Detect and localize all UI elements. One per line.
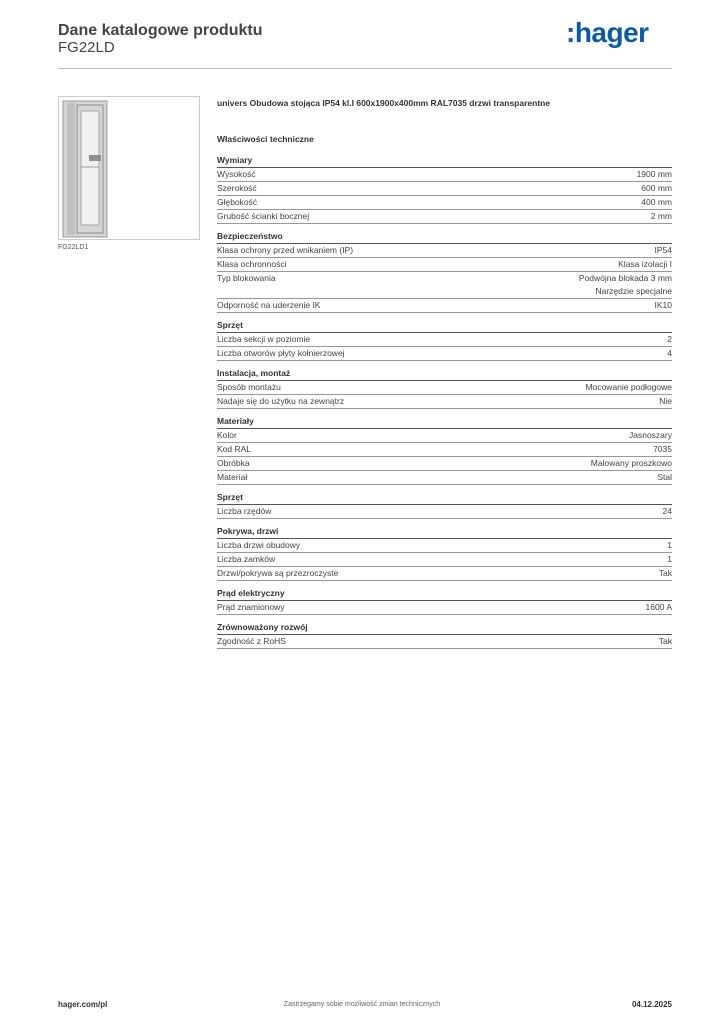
- spec-value: [618, 258, 672, 271]
- section-title: Materiały: [217, 415, 672, 429]
- spec-value-line: 600 mm: [641, 183, 672, 193]
- spec-label: Obróbka: [217, 458, 250, 468]
- spec-row: [217, 182, 672, 196]
- spec-value-line: Tak: [658, 568, 672, 578]
- spec-sections: [217, 154, 672, 649]
- spec-value-line: Jasnoszary: [629, 430, 672, 440]
- spec-value-line: Malowany proszkowo: [590, 458, 672, 468]
- spec-value: [667, 333, 672, 346]
- spec-row: [217, 505, 672, 519]
- spec-value: [591, 457, 672, 470]
- product-description: univers Obudowa stojąca IP54 kl.I 600x1900x400mm RAL7035 drzwi transparentne: [217, 98, 551, 108]
- product-image: [58, 96, 200, 240]
- section-title: Sprzęt: [217, 491, 672, 505]
- spec-value: [586, 381, 672, 394]
- spec-row: [217, 196, 672, 210]
- spec-section: [217, 367, 672, 409]
- spec-row: [217, 635, 672, 649]
- spec-label: Liczba sekcji w poziomie: [217, 334, 311, 344]
- spec-row: [217, 168, 672, 182]
- spec-value: [651, 210, 672, 223]
- spec-label: Liczba otworów płyty kołnierzowej: [217, 348, 345, 358]
- spec-row: [217, 443, 672, 457]
- spec-value: [659, 567, 672, 580]
- spec-label: Klasa ochronności: [217, 259, 287, 269]
- spec-section: [217, 525, 672, 581]
- spec-value-line: 1900 mm: [636, 169, 672, 179]
- section-title: Instalacja, montaż: [217, 367, 672, 381]
- spec-value-line: 2 mm: [650, 211, 672, 221]
- section-title: Pokrywa, drzwi: [217, 525, 672, 539]
- spec-label: Kolor: [217, 430, 237, 440]
- spec-row: [217, 244, 672, 258]
- spec-value: [641, 182, 672, 195]
- product-code: FG22LD: [58, 39, 115, 56]
- spec-row: [217, 333, 672, 347]
- spec-label: Liczba rzędów: [217, 506, 272, 516]
- section-title: Zrównoważony rozwój: [217, 621, 672, 635]
- spec-value: [579, 272, 672, 298]
- spec-label: Materiał: [217, 472, 248, 482]
- spec-row: [217, 381, 672, 395]
- spec-value: [659, 395, 672, 408]
- spec-row: [217, 395, 672, 409]
- section-title: Sprzęt: [217, 319, 672, 333]
- spec-value: [667, 539, 672, 552]
- spec-value: [629, 429, 672, 442]
- logo-dots-icon: :: [566, 17, 575, 48]
- spec-value: [657, 471, 672, 484]
- spec-row: [217, 429, 672, 443]
- spec-row: [217, 567, 672, 581]
- spec-label: Sposób montażu: [217, 382, 281, 392]
- spec-section: [217, 154, 672, 224]
- spec-value-line: Narzędzie specjalne: [595, 286, 672, 296]
- logo-text: hager: [574, 17, 649, 48]
- spec-content: [217, 96, 672, 655]
- image-caption: FG22LD1: [58, 244, 89, 251]
- spec-value-line: 1: [667, 540, 672, 550]
- section-title: Wymiary: [217, 154, 672, 168]
- spec-value: [641, 196, 672, 209]
- spec-value-line: Mocowanie podłogowe: [585, 382, 672, 392]
- spec-value-line: IP54: [654, 245, 672, 255]
- spec-value-line: Nie: [659, 396, 672, 406]
- spec-value: [655, 244, 673, 257]
- spec-label: Zgodność z RoHS: [217, 636, 286, 646]
- spec-label: Typ blokowania: [217, 273, 276, 283]
- spec-value-line: 1: [667, 554, 672, 564]
- section-title: Prąd elektryczny: [217, 587, 672, 601]
- spec-section: [217, 491, 672, 519]
- spec-label: Kod RAL: [217, 444, 252, 454]
- spec-row: [217, 272, 672, 299]
- spec-label: Odporność na uderzenie IK: [217, 300, 321, 310]
- spec-value: [637, 168, 672, 181]
- spec-label: Grubość ścianki bocznej: [217, 211, 310, 221]
- spec-value-line: 7035: [653, 444, 672, 454]
- spec-value-line: IK10: [654, 300, 672, 310]
- spec-label: Liczba drzwi obudowy: [217, 540, 301, 550]
- spec-section: [217, 587, 672, 615]
- spec-value: [663, 505, 672, 518]
- spec-row: [217, 553, 672, 567]
- spec-value-line: 24: [662, 506, 672, 516]
- spec-value: [655, 299, 673, 312]
- spec-row: [217, 471, 672, 485]
- spec-value-line: 4: [667, 348, 672, 358]
- spec-section: [217, 319, 672, 361]
- header-divider: [58, 68, 672, 69]
- spec-value-line: 1600 A: [645, 602, 672, 612]
- spec-label: Nadaje się do użytku na zewnątrz: [217, 396, 345, 406]
- footer-notice: Zastrzegamy sobie możliwość zmian technicznych: [283, 1001, 441, 1008]
- properties-title: Właściwości techniczne: [217, 134, 314, 144]
- spec-row: [217, 258, 672, 272]
- spec-label: Głębokość: [217, 197, 258, 207]
- spec-value: [653, 443, 672, 456]
- spec-value-line: Stal: [657, 472, 672, 482]
- spec-value-line: Tak: [658, 636, 672, 646]
- spec-label: Klasa ochrony przed wnikaniem (IP): [217, 245, 354, 255]
- spec-value-line: Klasa izolacji I: [618, 259, 672, 269]
- page-title: Dane katalogowe produktu: [58, 22, 263, 39]
- spec-value: [667, 347, 672, 360]
- spec-value: [646, 601, 672, 614]
- enclosure-illustration-icon: [59, 97, 199, 239]
- spec-label: Liczba zamków: [217, 554, 276, 564]
- footer-website: hager.com/pl: [58, 1000, 108, 1009]
- spec-row: [217, 601, 672, 615]
- spec-label: Szerokość: [217, 183, 257, 193]
- spec-row: [217, 457, 672, 471]
- spec-value: [659, 635, 672, 648]
- spec-value-line: 400 mm: [641, 197, 672, 207]
- spec-row: [217, 539, 672, 553]
- spec-label: Drzwi/pokrywa są przezroczyste: [217, 568, 339, 578]
- spec-section: [217, 415, 672, 485]
- spec-value-line: 2: [667, 334, 672, 344]
- spec-label: Prąd znamionowy: [217, 602, 285, 612]
- spec-row: [217, 210, 672, 224]
- spec-row: [217, 347, 672, 361]
- spec-row: [217, 299, 672, 313]
- spec-section: [217, 230, 672, 313]
- spec-value: [667, 553, 672, 566]
- hager-logo: [566, 17, 649, 49]
- section-title: Bezpieczeństwo: [217, 230, 672, 244]
- spec-value-line: Podwójna blokada 3 mm: [578, 273, 672, 283]
- spec-label: Wysokość: [217, 169, 256, 179]
- spec-section: [217, 621, 672, 649]
- footer-date: 04.12.2025: [631, 1000, 672, 1009]
